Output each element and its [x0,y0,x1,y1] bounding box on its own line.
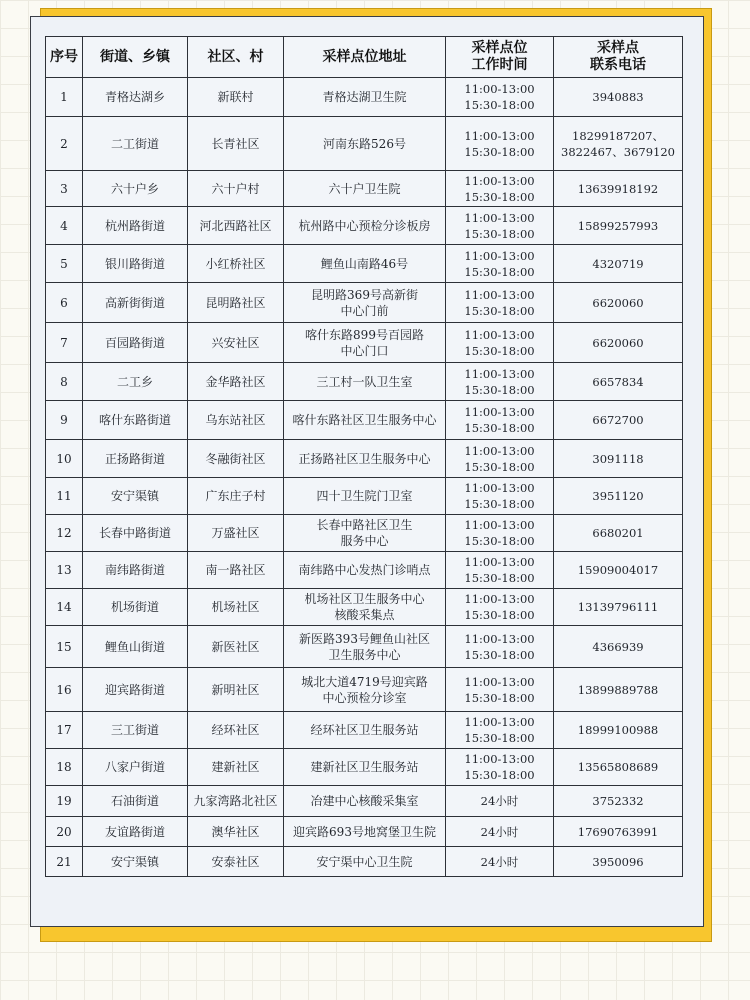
cell-index [46,283,83,323]
phone-text: 3752332 [592,794,644,808]
cell-street [83,786,188,817]
address-text: 昆明路369号高新街 中心门前 [311,287,418,318]
table-row [46,323,683,363]
community-text: 九家湾路北社区 [193,794,278,808]
phone-text: 13639918192 [577,181,659,196]
cell-community [188,440,284,478]
table-row [46,847,683,877]
index-text: 7 [60,335,68,350]
street-text: 鲤鱼山街道 [104,639,165,654]
table-row [46,786,683,817]
cell-address [284,515,446,552]
community-text: 新明社区 [211,682,260,697]
index-text: 13 [56,563,72,577]
table-row [46,440,683,478]
cell-time [446,668,554,712]
cell-community [188,117,284,171]
cell-community [188,478,284,515]
community-text: 长青社区 [211,136,260,151]
index-text: 16 [56,682,72,697]
address-text: 迎宾路693号地窝堡卫生院 [293,824,436,839]
cell-street [83,626,188,668]
time-text: 11:00-13:00 15:30-18:00 [464,443,535,474]
cell-time [446,117,554,171]
street-text: 高新街街道 [104,295,165,310]
phone-text: 6680201 [592,526,644,540]
cell-phone [554,117,683,171]
index-text: 20 [56,824,72,839]
time-text: 11:00-13:00 15:30-18:00 [464,327,535,358]
table-row [46,207,683,245]
sampling-sites-table [45,36,683,877]
cell-street [83,323,188,363]
phone-text: 18999100988 [577,723,659,737]
cell-community [188,515,284,552]
cell-address [284,786,446,817]
sampling-sites-card [30,16,704,927]
cell-index [46,786,83,817]
cell-time [446,817,554,847]
street-text: 银川路街道 [104,256,165,271]
cell-street [83,515,188,552]
time-text: 11:00-13:00 15:30-18:00 [464,752,535,782]
cell-phone [554,712,683,749]
index-text: 6 [60,295,68,310]
phone-text: 15899257993 [577,218,659,233]
cell-address [284,323,446,363]
phone-text: 6672700 [592,413,644,427]
time-text: 11:00-13:00 15:30-18:00 [464,674,535,705]
table-row [46,626,683,668]
cell-street [83,668,188,712]
cell-community [188,626,284,668]
table-row [46,589,683,626]
community-text: 金华路社区 [205,374,266,389]
table-row [46,817,683,847]
cell-address [284,171,446,207]
time-text: 11:00-13:00 15:30-18:00 [464,366,535,397]
community-text: 六十户村 [211,181,260,196]
cell-index [46,478,83,515]
street-text: 安宁渠镇 [110,854,159,869]
cell-address [284,245,446,283]
cell-address [284,283,446,323]
cell-street [83,363,188,401]
phone-text: 4320719 [592,256,644,271]
header-street: 街道、乡镇 [83,37,188,78]
cell-street [83,117,188,171]
cell-time [446,478,554,515]
header-phone: 采样点 联系电话 [554,37,683,78]
time-text: 11:00-13:00 15:30-18:00 [464,592,535,622]
cell-index [46,847,83,877]
index-text: 17 [56,723,72,737]
cell-time [446,440,554,478]
cell-index [46,668,83,712]
cell-index [46,117,83,171]
street-text: 机场街道 [110,600,159,614]
cell-time [446,283,554,323]
table-row [46,478,683,515]
header-index: 序号 [46,37,83,78]
phone-text: 3940883 [592,90,644,104]
cell-address [284,117,446,171]
index-text: 3 [60,181,68,196]
cell-community [188,245,284,283]
table-row [46,668,683,712]
community-text: 昆明路社区 [205,295,266,310]
cell-index [46,817,83,847]
community-text: 安泰社区 [211,854,260,869]
cell-street [83,78,188,117]
address-text: 鲤鱼山南路46号 [320,256,409,271]
cell-phone [554,78,683,117]
street-text: 六十户乡 [110,181,159,196]
cell-street [83,207,188,245]
cell-phone [554,323,683,363]
time-text: 11:00-13:00 15:30-18:00 [464,631,535,662]
cell-address [284,363,446,401]
street-text: 杭州路街道 [104,218,165,233]
cell-index [46,440,83,478]
community-text: 新联村 [217,90,254,104]
cell-phone [554,283,683,323]
time-text: 11:00-13:00 15:30-18:00 [464,518,535,548]
cell-time [446,589,554,626]
cell-phone [554,363,683,401]
header-work-hours: 采样点位 工作时间 [446,37,554,78]
phone-text: 3951120 [592,489,644,503]
community-text: 万盛社区 [211,526,260,540]
cell-phone [554,668,683,712]
street-text: 安宁渠镇 [110,489,159,503]
cell-street [83,478,188,515]
address-text: 经环社区卫生服务站 [310,723,419,737]
time-text: 11:00-13:00 15:30-18:00 [464,481,535,511]
table-row [46,749,683,786]
phone-text: 6620060 [592,335,644,350]
cell-address [284,401,446,440]
cell-community [188,668,284,712]
time-text: 11:00-13:00 15:30-18:00 [464,248,535,279]
header-address: 采样点位地址 [284,37,446,78]
phone-text: 15909004017 [577,563,659,577]
cell-time [446,749,554,786]
cell-phone [554,589,683,626]
address-text: 喀什东路社区卫生服务中心 [292,413,437,427]
street-text: 友谊路街道 [104,824,165,839]
cell-address [284,626,446,668]
phone-text: 18299187207、 3822467、3679120 [561,128,675,159]
street-text: 迎宾路街道 [104,682,165,697]
cell-street [83,847,188,877]
cell-community [188,847,284,877]
address-text: 青格达湖卫生院 [322,90,407,104]
cell-phone [554,749,683,786]
street-text: 二工街道 [110,136,159,151]
cell-street [83,401,188,440]
time-text: 11:00-13:00 15:30-18:00 [464,715,535,745]
cell-phone [554,817,683,847]
cell-phone [554,245,683,283]
community-text: 冬融街社区 [205,451,266,466]
cell-address [284,668,446,712]
address-text: 城北大道4719号迎宾路 中心预检分诊室 [301,674,428,705]
index-text: 8 [60,374,68,389]
cell-address [284,440,446,478]
cell-index [46,245,83,283]
time-text: 11:00-13:00 15:30-18:00 [464,210,535,241]
address-text: 喀什东路899号百园路 中心门口 [305,327,424,358]
cell-address [284,749,446,786]
cell-street [83,817,188,847]
cell-index [46,712,83,749]
index-text: 14 [56,600,72,614]
community-text: 建新社区 [211,760,260,774]
cell-index [46,401,83,440]
cell-time [446,323,554,363]
time-text: 24小时 [480,794,519,808]
cell-phone [554,626,683,668]
index-text: 12 [56,526,72,540]
cell-phone [554,207,683,245]
street-text: 正扬路街道 [104,451,165,466]
time-text: 11:00-13:00 15:30-18:00 [464,128,535,159]
phone-text: 13565808689 [577,760,659,774]
index-text: 10 [56,451,72,466]
index-text: 4 [60,218,68,233]
cell-street [83,749,188,786]
table-row [46,283,683,323]
street-text: 喀什东路街道 [98,413,171,427]
cell-time [446,847,554,877]
phone-text: 4366939 [592,639,644,654]
cell-address [284,78,446,117]
address-text: 杭州路中心预检分诊板房 [298,218,431,233]
table-row [46,171,683,207]
index-text: 2 [60,136,68,151]
cell-community [188,401,284,440]
table-row [46,363,683,401]
cell-time [446,786,554,817]
cell-index [46,589,83,626]
address-text: 河南东路526号 [323,136,406,151]
cell-time [446,515,554,552]
phone-text: 6657834 [592,374,644,389]
street-text: 南纬路街道 [104,563,165,577]
time-text: 11:00-13:00 15:30-18:00 [464,82,535,112]
street-text: 八家户街道 [104,760,165,774]
cell-phone [554,552,683,589]
cell-time [446,401,554,440]
community-text: 新医社区 [211,639,260,654]
index-text: 21 [56,854,72,869]
community-text: 兴安社区 [211,335,260,350]
table-row [46,401,683,440]
phone-text: 13139796111 [577,600,659,614]
index-text: 1 [60,90,68,104]
table-row [46,515,683,552]
cell-street [83,712,188,749]
cell-index [46,171,83,207]
phone-text: 17690763991 [577,824,659,839]
phone-text: 3091118 [592,451,644,466]
index-text: 15 [56,639,72,654]
cell-street [83,552,188,589]
cell-community [188,283,284,323]
cell-community [188,323,284,363]
table-row [46,245,683,283]
table-row [46,712,683,749]
address-text: 六十户卫生院 [328,181,401,196]
cell-community [188,749,284,786]
time-text: 11:00-13:00 15:30-18:00 [464,405,535,435]
street-text: 青格达湖乡 [104,90,165,104]
address-text: 机场社区卫生服务中心 核酸采集点 [304,592,425,622]
community-text: 南一路社区 [205,563,266,577]
cell-street [83,245,188,283]
table-row [46,552,683,589]
cell-address [284,207,446,245]
time-text: 11:00-13:00 15:30-18:00 [464,287,535,318]
address-text: 冶建中心核酸采集室 [310,794,419,808]
community-text: 河北西路社区 [199,218,272,233]
cell-time [446,712,554,749]
cell-street [83,589,188,626]
community-text: 经环社区 [211,723,260,737]
cell-index [46,552,83,589]
community-text: 广东庄子村 [205,489,266,503]
address-text: 四十卫生院门卫室 [316,489,413,503]
cell-street [83,440,188,478]
cell-time [446,626,554,668]
cell-street [83,283,188,323]
cell-index [46,207,83,245]
community-text: 机场社区 [211,600,260,614]
cell-time [446,552,554,589]
address-text: 安宁渠中心卫生院 [316,854,413,869]
cell-index [46,626,83,668]
cell-community [188,363,284,401]
cell-time [446,363,554,401]
cell-address [284,552,446,589]
time-text: 24小时 [480,854,519,869]
cell-phone [554,440,683,478]
address-text: 南纬路中心发热门诊哨点 [298,563,431,577]
street-text: 长春中路街道 [98,526,171,540]
phone-text: 3950096 [592,854,644,869]
cell-index [46,515,83,552]
phone-text: 6620060 [592,295,644,310]
index-text: 18 [56,760,72,774]
cell-phone [554,847,683,877]
address-text: 建新社区卫生服务站 [310,760,419,774]
cell-time [446,78,554,117]
cell-time [446,245,554,283]
cell-index [46,749,83,786]
cell-phone [554,171,683,207]
street-text: 百园路街道 [104,335,165,350]
address-text: 正扬路社区卫生服务中心 [298,451,431,466]
street-text: 石油街道 [110,794,159,808]
cell-address [284,712,446,749]
street-text: 三工街道 [110,723,159,737]
cell-phone [554,515,683,552]
cell-community [188,552,284,589]
table-header-row [46,37,683,78]
cell-community [188,817,284,847]
cell-index [46,323,83,363]
cell-address [284,817,446,847]
address-text: 长春中路社区卫生 服务中心 [316,518,413,548]
header-community: 社区、村 [188,37,284,78]
time-text: 11:00-13:00 15:30-18:00 [464,555,535,585]
cell-phone [554,786,683,817]
community-text: 乌东站社区 [205,413,266,427]
cell-phone [554,478,683,515]
cell-address [284,847,446,877]
time-text: 11:00-13:00 15:30-18:00 [464,173,535,204]
time-text: 24小时 [480,824,519,839]
cell-street [83,171,188,207]
table-row [46,117,683,171]
cell-index [46,363,83,401]
street-text: 二工乡 [116,374,153,389]
cell-phone [554,401,683,440]
address-text: 三工村一队卫生室 [316,374,413,389]
cell-address [284,478,446,515]
table-row [46,78,683,117]
index-text: 11 [56,489,72,503]
phone-text: 13899889788 [577,682,659,697]
cell-community [188,712,284,749]
cell-time [446,207,554,245]
cell-address [284,589,446,626]
cell-community [188,78,284,117]
cell-time [446,171,554,207]
cell-community [188,207,284,245]
cell-community [188,171,284,207]
community-text: 澳华社区 [211,824,260,839]
cell-index [46,78,83,117]
cell-community [188,589,284,626]
index-text: 19 [56,794,72,808]
index-text: 9 [60,413,68,427]
community-text: 小红桥社区 [205,256,266,271]
address-text: 新医路393号鲤鱼山社区 卫生服务中心 [299,631,430,662]
cell-community [188,786,284,817]
index-text: 5 [60,256,68,271]
